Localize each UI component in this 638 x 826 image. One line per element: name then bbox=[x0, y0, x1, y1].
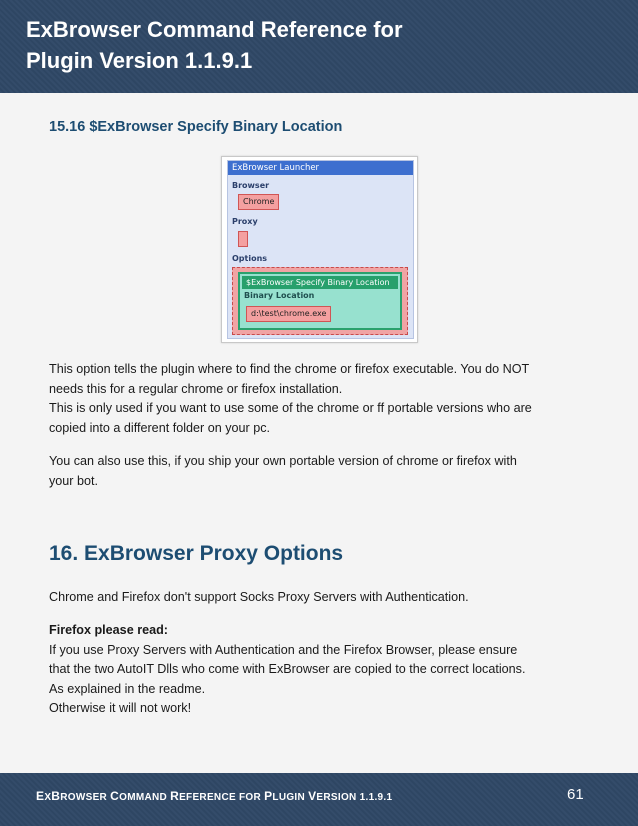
screenshot-figure bbox=[221, 156, 418, 343]
paragraph-1-line-4: copied into a different folder on your pc. bbox=[49, 420, 270, 435]
page-footer bbox=[0, 773, 638, 826]
footer-t4: ROWSER bbox=[60, 792, 111, 803]
footer-t1: E bbox=[36, 789, 45, 803]
footer-t8: EFERENCE FOR bbox=[179, 792, 265, 803]
node-title: $ExBrowser Specify Binary Location bbox=[242, 276, 398, 289]
footer-t6: OMMAND bbox=[119, 792, 171, 803]
proxy-value-box bbox=[238, 231, 248, 247]
firefox-note-line-4: Otherwise it will not work! bbox=[49, 701, 192, 715]
footer-t2: X bbox=[44, 792, 52, 803]
section-title: 15.16 $ExBrowser Specify Binary Location bbox=[49, 119, 343, 135]
header-title-line1: ExBrowser Command Reference for bbox=[26, 17, 403, 42]
header-title bbox=[26, 14, 586, 76]
firefox-note-line-3: As explained in the readme. bbox=[49, 681, 206, 696]
footer-t10: LUGIN bbox=[272, 792, 309, 803]
header-title-line2: Plugin Version 1.1.9.1 bbox=[26, 48, 253, 73]
page-header bbox=[0, 0, 638, 93]
page-number: 61 bbox=[567, 786, 584, 803]
browser-label: Browser bbox=[232, 181, 270, 190]
firefox-note-line-2: that the two AutoIT Dlls who come with ExBrowser are copied to the correct locations. bbox=[49, 662, 526, 676]
footer-t7: R bbox=[170, 789, 180, 803]
options-label: Options bbox=[232, 254, 268, 263]
options-highlight bbox=[232, 267, 408, 335]
footer-t3: B bbox=[51, 789, 61, 803]
paragraph-1-line-1: This option tells the plugin where to find the chrome or firefox executable. You do NOT bbox=[49, 362, 530, 376]
binary-location-label: Binary Location bbox=[244, 291, 315, 300]
paragraph-2-line-2: your bot. bbox=[49, 473, 99, 488]
footer-title bbox=[36, 789, 392, 803]
firefox-note-line-1: If you use Proxy Servers with Authentication and the Firefox Browser, please ensure bbox=[49, 642, 518, 657]
launcher-panel bbox=[227, 160, 414, 339]
footer-t11: V bbox=[308, 789, 317, 803]
footer-t5: C bbox=[110, 789, 120, 803]
paragraph-1-line-2: needs this for a regular chrome or firefox installation. bbox=[49, 381, 343, 396]
binary-location-node bbox=[238, 272, 402, 330]
paragraph-1-line-3: This is only used if you want to use some of the chrome or ff portable versions who are bbox=[49, 401, 532, 415]
paragraph-1 bbox=[49, 360, 589, 438]
firefox-note-heading: Firefox please read: bbox=[49, 623, 168, 637]
paragraph-2 bbox=[49, 452, 589, 491]
launcher-title-bar: ExBrowser Launcher bbox=[228, 161, 413, 175]
footer-t9: P bbox=[264, 789, 273, 803]
proxy-paragraph: Chrome and Firefox don't support Socks Proxy Servers with Authentication. bbox=[49, 590, 469, 604]
footer-t12: ERSION 1.1.9.1 bbox=[316, 792, 393, 803]
firefox-note bbox=[49, 621, 589, 719]
proxy-label: Proxy bbox=[232, 217, 258, 226]
section-heading: 16. ExBrowser Proxy Options bbox=[49, 542, 344, 565]
paragraph-2-line-1: You can also use this, if you ship your own portable version of chrome or firefox with bbox=[49, 454, 517, 468]
binary-location-value: d:\test\chrome.exe bbox=[246, 306, 331, 322]
browser-value-box: Chrome bbox=[238, 194, 279, 210]
